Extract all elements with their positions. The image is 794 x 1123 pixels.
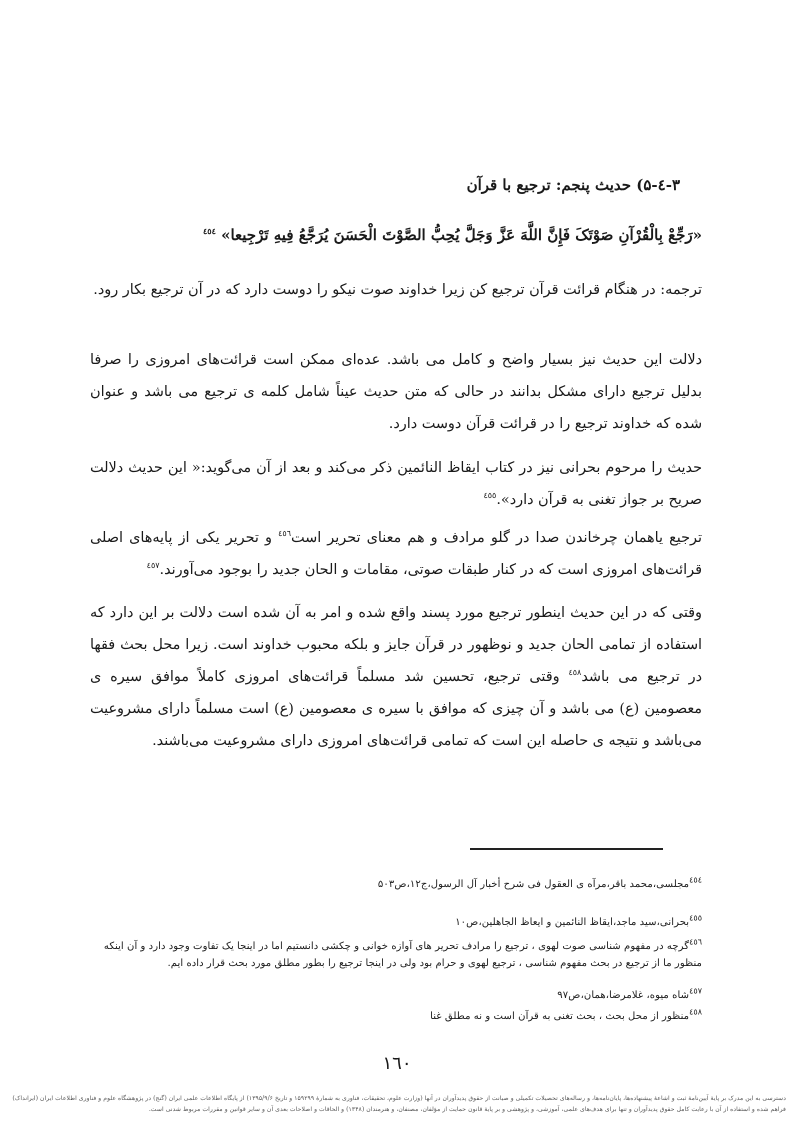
body-paragraph-4 <box>90 522 702 586</box>
section-heading: ۳-٤-۵) حدیث پنجم: ترجیع با قرآن <box>466 176 680 194</box>
translation-paragraph: ترجمه: در هنگام قرائت قرآن ترجیع کن زیرا خداوند صوت نیکو را دوست دارد که در آن ترجیع بکار رود. <box>93 282 702 298</box>
footnote-456 <box>90 938 702 972</box>
footnote-text: شاه میوه، غلامرضا،همان،ص۹۷ <box>557 990 690 1001</box>
footnote-text: گرچه در مفهوم شناسی صوت لهوی ، ترجیع را مرادف تحریر های آوازه خوانی و چکشی دانستیم اما در اینجا یک تفاوت وجود دارد و آن اینکه منظور ما از ترجیع در بحث مفهوم شناسی ، ترجیع لهوی و حرام بود ولی در اینجا ترجیع را بطور مطلق مورد بحث قرار داده ایم. <box>103 941 702 969</box>
footnote-454 <box>90 876 702 893</box>
paragraph-4-text-b: و تحریر یکی از پایه‌های اصلی قرائت‌های امروزی است که در کنار طبقات صوتی، مقامات و الحان جدید را بوجود می‌آورند. <box>90 530 702 578</box>
footnote-455 <box>90 914 702 931</box>
copyright-notice: دسترسی به این مدرک بر پایهٔ آیین‌نامهٔ ثبت و اشاعهٔ پیشنهاده‌ها، پایان‌نامه‌ها، و رساله‌های تحصیلات تکمیلی و صیانت از حقوق پدیدآوران در آنها (وزارت علوم، تحقیقات، فناوری به شمارهٔ ۱۵۹۲۹۹ و تاریخ ۱۳۹۵/۹/۶) از پایگاه اطلاعات علمی ایران (گنج) در پژوهشگاه علوم و فناوری اطلاعات ایران (ایرانداک) فراهم شده و استفاده از آن با رعایت کامل حقوق پدیدآوران و تنها برای هدف‌های علمی، آموزشی، و پژوهشی و بر پایهٔ قانون حمایت از مؤلفان، مصنفان، و هنرمندان (۱۳۴۸) و الحاقات و اصلاحات بعدی آن و سایر قوانین و مقررات مربوط شدنی است. <box>12 1095 786 1113</box>
footnote-ref-458[interactable]: ٤٥٨ <box>568 668 582 678</box>
footnote-number: ٤٥٥ <box>689 913 702 923</box>
footnote-number: ٤٥٤ <box>689 875 702 885</box>
footnote-ref-457[interactable]: ٤٥٧ <box>146 561 160 571</box>
footnote-separator <box>470 848 663 850</box>
footnote-ref-455[interactable]: ٤٥٥ <box>483 491 497 501</box>
paragraph-5-text-b: وقتی ترجیع، تحسین شد مسلماً قرائت‌های امروزی کاملاً موافق سیره ی معصومین (ع) می باشد و آن چیزی که موافق با سیره ی معصومین (ع) است مسلماً دارای مشروعیت می‌باشد و نتیجه ی حاصله این است که تمامی قرائت‌های امروزی دارای مشروعیت می‌باشند. <box>90 669 702 749</box>
body-paragraph-3 <box>90 452 702 516</box>
hadith-text: «رَجِّعْ بِالْقُرْآنِ صَوْتَکَ فَإِنَّ اللَّهَ عَزَّ وَجَلَّ یُحِبُّ الصَّوْتَ الْحَسَنَ یُرَجَّعُ فِیهِ تَرْجِیعا» <box>215 226 702 244</box>
footnote-number: ٤٥٧ <box>689 986 702 996</box>
hadith-quote <box>92 226 702 244</box>
footnote-text: منظور از محل بحث ، بحث تغنی به قرآن است و نه مطلق غنا <box>430 1011 690 1022</box>
body-paragraph-2: دلالت این حدیث نیز بسیار واضح و کامل می باشد. عده‌ای ممکن است قرائت‌های امروزی را صرفا بدلیل ترجیع دارای مشکل بدانند در حالی که متن حدیث عیناً شامل کلمه ی ترجیع می باشد و عنوان شده که خداوند ترجیع را در قرائت قرآن دوست دارد. <box>90 352 702 432</box>
footnote-458 <box>90 1008 702 1025</box>
footnote-457 <box>90 987 702 1004</box>
footnote-ref-456[interactable]: ٤٥٦ <box>278 529 291 539</box>
footnote-number: ٤٥٨ <box>689 1007 702 1017</box>
footnote-text: مجلسی،محمد باقر،مرآه ی العقول فی شرح أخبار آل الرسول،ج۱۲،ص۵۰۳ <box>377 879 690 890</box>
paragraph-5-text-a: وقتی که در این حدیث اینطور ترجیع مورد پسند واقع شده و امر به آن شده است دلالت بر این دارد که استفاده از تمامی الحان جدید و نوظهور در قرآن جایز و بلکه محبوب خداوند است. زیرا محل بحث فقها در ترجیع می باشد <box>90 605 702 685</box>
paragraph-4-text-a: ترجیع یاهمان چرخاندن صدا در گلو مرادف و هم معنای تحریر است <box>291 530 702 546</box>
page-number: ۱٦۰ <box>382 1053 412 1074</box>
body-paragraph-5 <box>90 597 702 757</box>
paragraph-3-text: حدیث را مرحوم بحرانی نیز در کتاب ایقاظ النائمین ذکر می‌کند و بعد از آن می‌گوید:« این حدیث دلالت صریح بر جواز تغنی به قرآن دارد». <box>90 460 702 508</box>
footnote-number: ٤٥٦ <box>689 937 702 947</box>
hadith-footnote-ref[interactable]: ٤٥٤ <box>202 226 216 236</box>
footnote-text: بحرانی،سید ماجد،ایقاظ النائمین و ایعاظ الجاهلین،ص۱۰ <box>455 917 690 928</box>
